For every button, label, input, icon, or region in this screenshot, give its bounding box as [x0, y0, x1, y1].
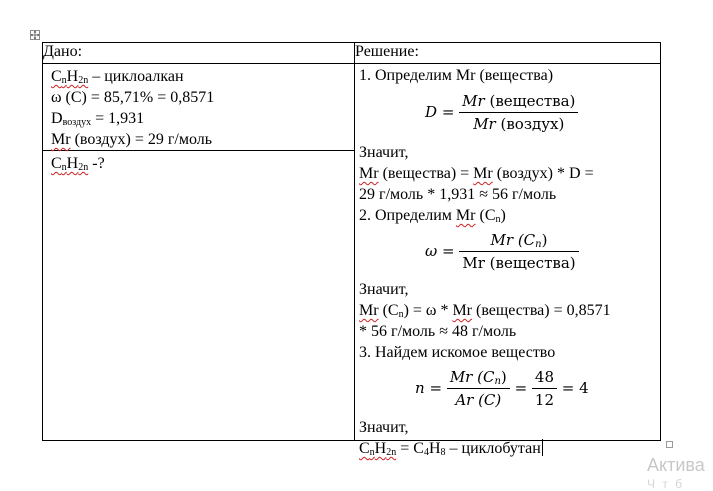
activation-watermark: Актива	[647, 455, 705, 475]
given-formula: $C_nH_{2n}$	[51, 68, 89, 86]
formula-3: n = $\frac{Mr (C_n)}{Ar (C)}$ = $\frac{48}{12}$ = 4	[415, 367, 589, 409]
means-2: Значит,	[359, 281, 409, 298]
move-icon	[31, 31, 39, 39]
text-cursor	[542, 439, 543, 456]
calc-2a: Mr $(C_n) = \omega * Mr$ (вещества) = 0,8571	[359, 302, 611, 320]
calc-1b: 29 г/моль * 1,931 ≈ 56 г/моль	[359, 186, 557, 203]
find-block	[43, 151, 354, 174]
given-cell[interactable]	[43, 64, 355, 441]
given-header: Дано:	[43, 43, 355, 64]
solution-cell[interactable]	[355, 64, 661, 458]
means-1: Значит,	[359, 144, 409, 161]
fraction-3b: $\frac{48}{12}$	[532, 368, 557, 409]
calc-1a: Mr (вещества) = Mr (воздух) * D =	[359, 165, 594, 182]
solution-header: Решение:	[355, 43, 661, 64]
find-formula-line: $C_nH_{2n}$ -?	[51, 155, 105, 173]
answer-line[interactable]: $C_nH_{2n} = C_4H_8$ – циклобутан	[359, 440, 541, 458]
fraction-2: $\frac{Mr (C_n)}{\text{Mr (вещества)}}$	[459, 231, 578, 272]
table-resize-handle[interactable]	[666, 441, 673, 448]
means-3: Значит,	[359, 419, 409, 436]
fraction-1: $\frac{\text{Mr (вещества)}}{\text{Mr (воздух)}}$	[459, 92, 578, 133]
given-block	[43, 64, 354, 151]
solution-table	[42, 42, 661, 458]
solution-block	[355, 64, 660, 458]
activation-watermark-sub: Ч т б	[647, 477, 685, 491]
find-formula: $C_nH_{2n}$	[51, 155, 89, 173]
given-density: $D_{воздух} = 1,931$	[51, 110, 145, 128]
formula-1: D = $\frac{\text{Mr (вещества)}}{\text{Mr (воздух)}}$	[425, 86, 660, 138]
fraction-3a: $\frac{Mr (C_n)}{Ar (C)}$	[447, 368, 510, 409]
formula-2: ω = $\frac{Mr (C_n)}{\text{Mr (вещества)}}$	[425, 226, 660, 276]
step-3: 3. Найдем искомое вещество	[359, 344, 556, 361]
step-2: 2. Определим Mr $(C_n)$	[359, 207, 506, 225]
calc-2b: * 56 г/моль ≈ 48 г/моль	[359, 323, 517, 340]
given-formula-line: $C_nH_{2n}$ – циклоалкан	[51, 68, 184, 86]
given-mr-air: Mr (воздух) = 29 г/моль	[51, 131, 213, 148]
step-1: 1. Определим Mr (вещества)	[359, 67, 554, 84]
given-omega: ω (С) = 85,71% = 0,8571	[51, 89, 215, 106]
table-move-handle[interactable]	[30, 30, 40, 40]
